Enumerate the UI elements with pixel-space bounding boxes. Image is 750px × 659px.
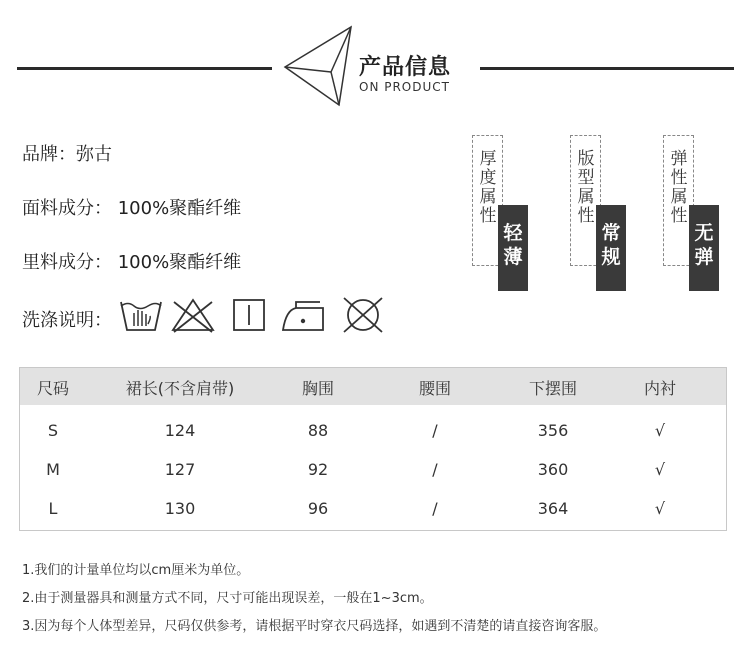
- size-table-header: [20, 368, 726, 405]
- header-lining: 内衬: [643, 379, 676, 398]
- cell-lining: √: [654, 499, 666, 518]
- attr-thickness-value: 轻薄: [498, 205, 528, 291]
- brand-line: 品牌：弥古: [22, 144, 112, 165]
- lining-line: 里料成分： 100%聚酯纤维: [22, 252, 242, 273]
- header-waist: 腰围: [418, 379, 451, 398]
- header-rule-right: [480, 67, 734, 70]
- note-1: 1.我们的计量单位均以cm厘米为单位。: [22, 563, 250, 578]
- cell-hem: 360: [537, 460, 569, 479]
- note-2: 2.由于测量器具和测量方式不同，尺寸可能出现误差，一般在1~3cm。: [22, 591, 433, 606]
- cell-waist: /: [432, 460, 438, 479]
- header-size: 尺码: [36, 379, 69, 398]
- triangle-logo-icon: [283, 25, 355, 107]
- cell-hem: 364: [537, 499, 569, 518]
- cell-hem: 356: [537, 421, 569, 440]
- attr-elasticity-label: 弹性属性: [670, 149, 688, 226]
- cell-waist: /: [432, 421, 438, 440]
- hand-wash-icon: [118, 296, 164, 334]
- cell-size: L: [48, 499, 58, 518]
- no-bleach-icon: [170, 296, 216, 334]
- no-dry-clean-icon: [340, 296, 386, 334]
- header-rule-left: [17, 67, 272, 70]
- section-title: 产品信息: [359, 54, 452, 80]
- size-table: [19, 367, 727, 531]
- attr-elasticity-value: 无弹: [689, 205, 719, 291]
- cell-bust: 88: [307, 421, 329, 440]
- cell-bust: 92: [307, 460, 329, 479]
- cell-length: 124: [164, 421, 196, 440]
- line-dry-icon: [227, 296, 273, 334]
- attr-fit-value: 常规: [596, 205, 626, 291]
- section-subtitle: ON PRODUCT: [359, 80, 450, 94]
- cell-length: 130: [164, 499, 196, 518]
- attr-fit-label: 版型属性: [577, 149, 595, 226]
- cell-lining: √: [654, 460, 666, 479]
- iron-low-icon: [280, 296, 326, 334]
- note-3: 3.因为每个人体型差异，尺码仅供参考，请根据平时穿衣尺码选择，如遇到不清楚的请直接咨询客服。: [22, 619, 607, 634]
- header-length: 裙长(不含肩带): [125, 379, 235, 398]
- wash-label: 洗涤说明：: [22, 310, 112, 331]
- attr-thickness-label: 厚度属性: [479, 149, 497, 226]
- cell-waist: /: [432, 499, 438, 518]
- cell-size: M: [46, 460, 60, 479]
- header-bust: 胸围: [301, 379, 334, 398]
- cell-length: 127: [164, 460, 196, 479]
- cell-size: S: [47, 421, 59, 440]
- cell-lining: √: [654, 421, 666, 440]
- cell-bust: 96: [307, 499, 329, 518]
- fabric-line: 面料成分： 100%聚酯纤维: [22, 198, 242, 219]
- header-hem: 下摆围: [528, 379, 577, 398]
